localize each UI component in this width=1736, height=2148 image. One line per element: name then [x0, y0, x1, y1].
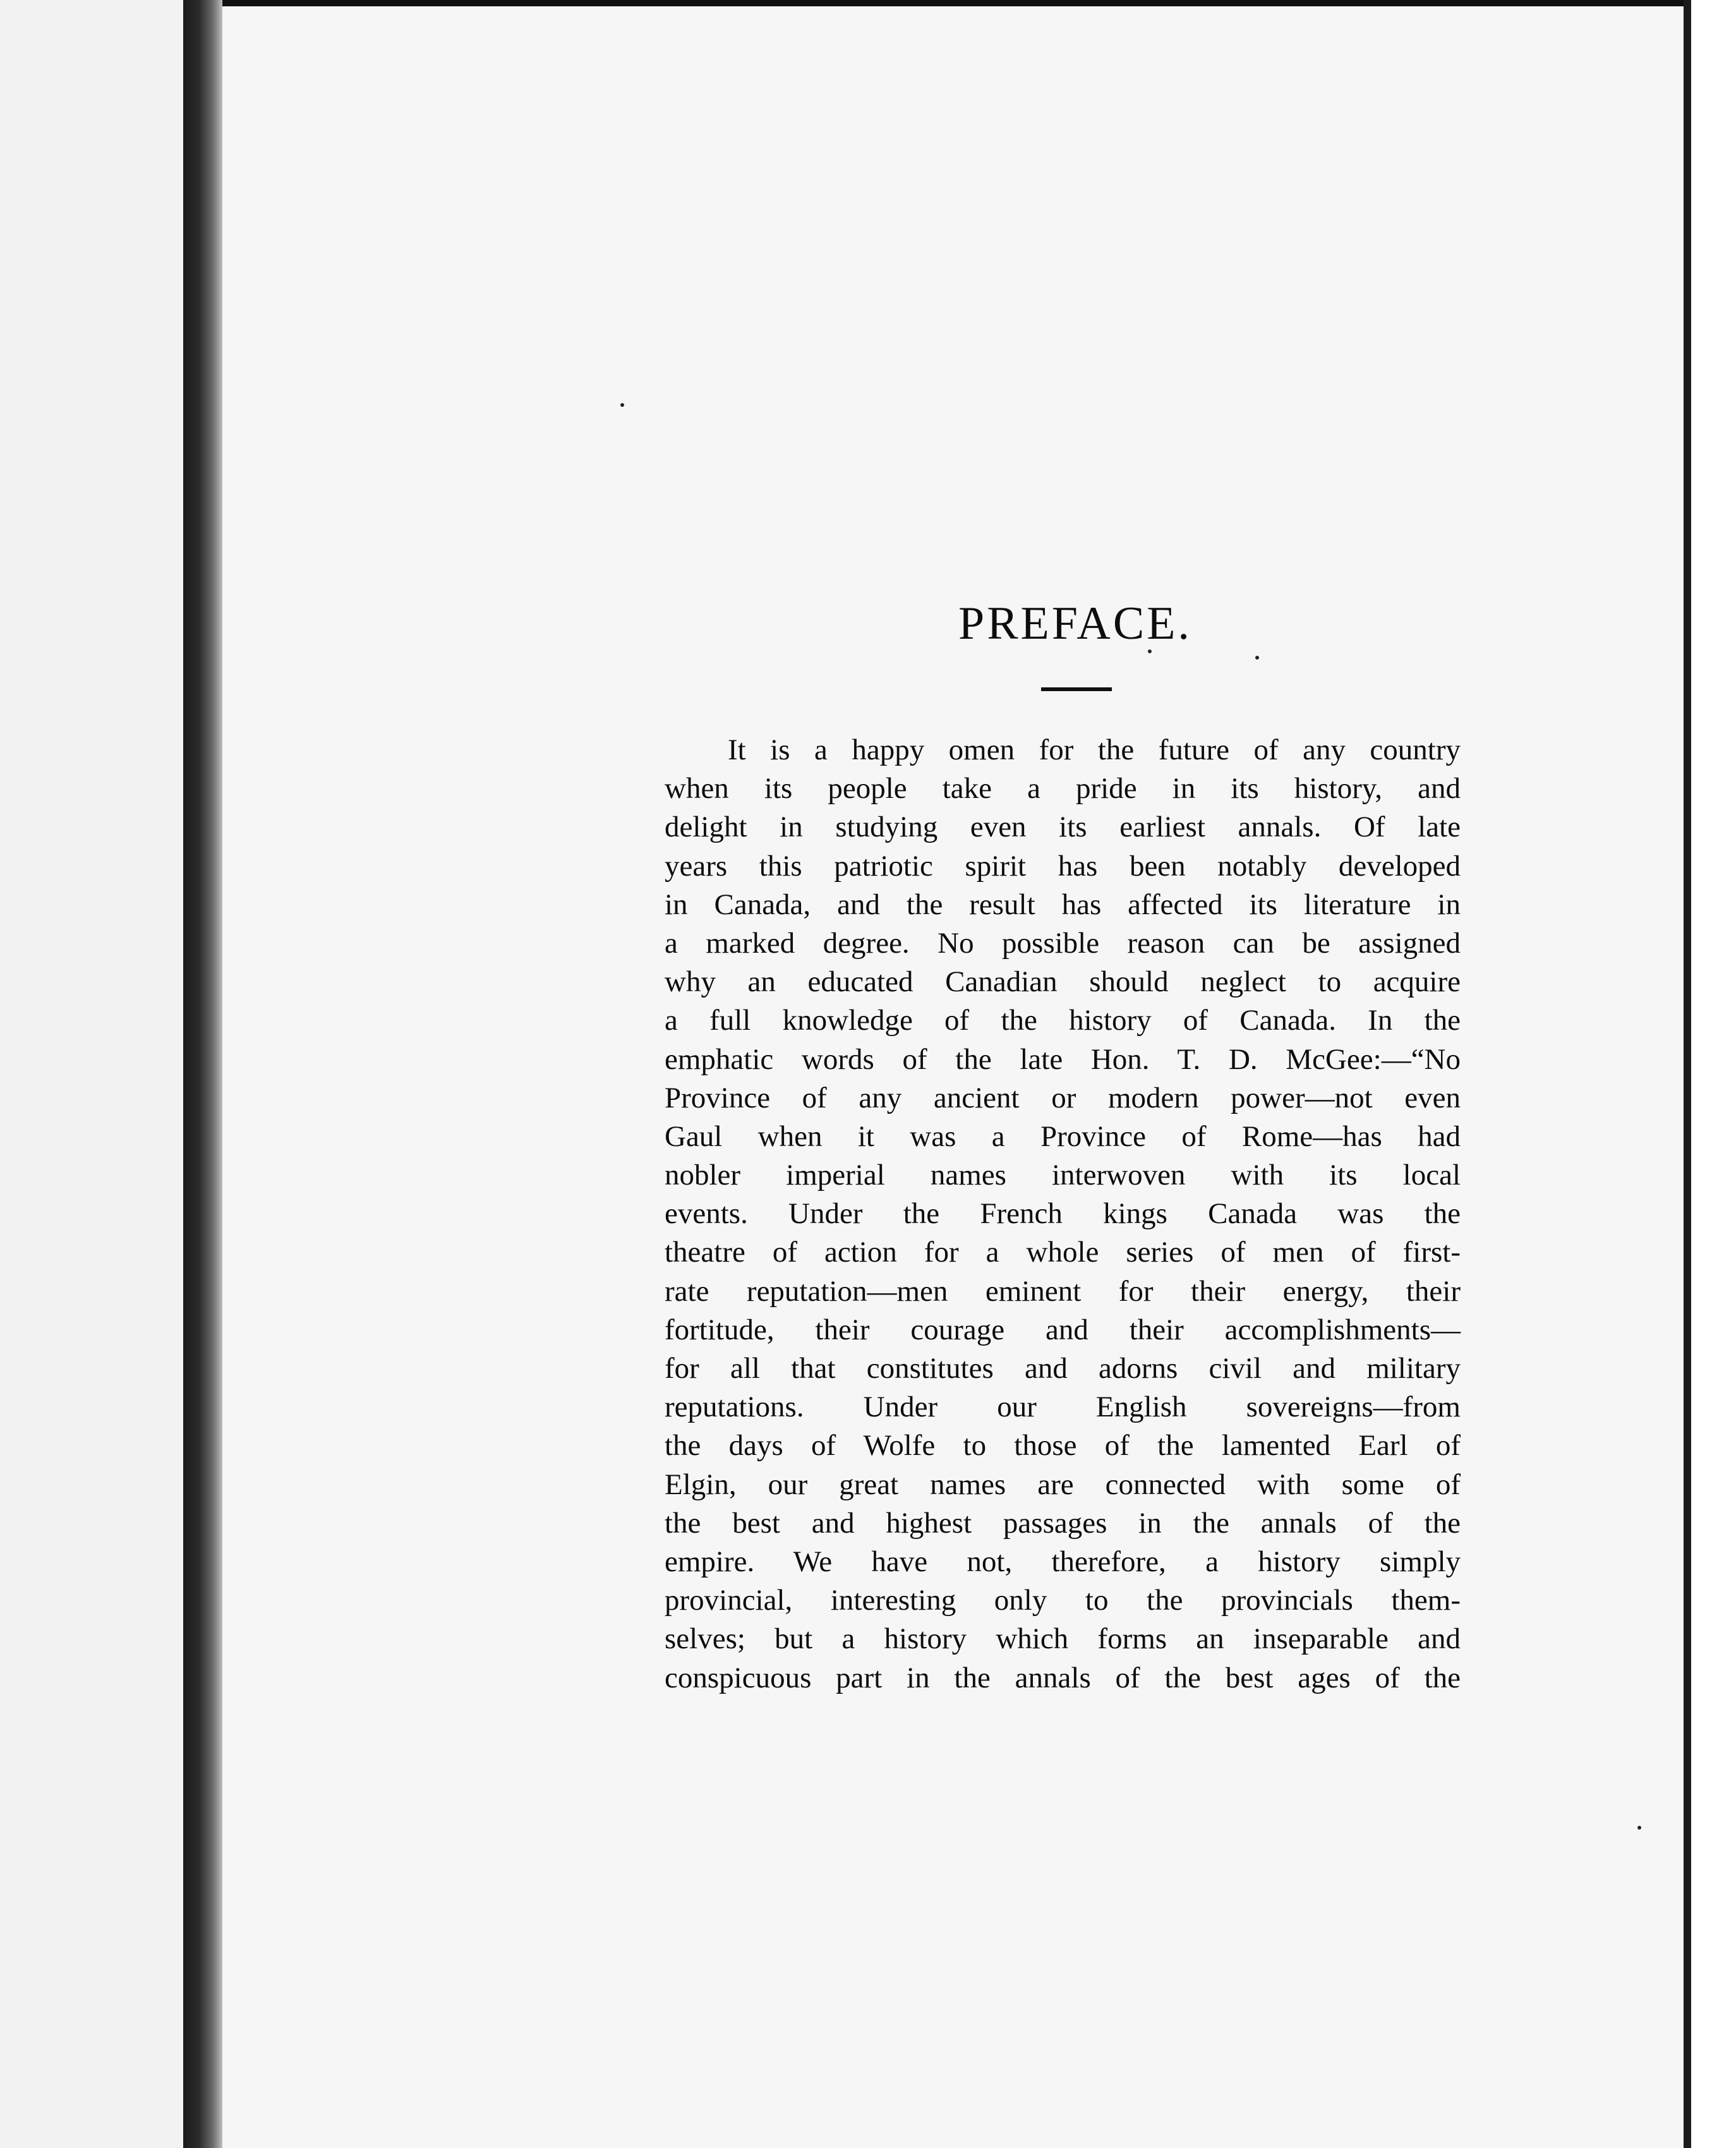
paragraph-line: for all that constitutes and adorns civil and military: [665, 1352, 1461, 1385]
preface-paragraph: [665, 731, 1461, 1698]
page-title: PREFACE.: [958, 598, 1192, 649]
paragraph-line: fortitude, their courage and their accomplishments—: [665, 1313, 1461, 1346]
scan-speck: [1637, 1826, 1641, 1830]
paragraph-line: the days of Wolfe to those of the lamented Earl of: [665, 1429, 1461, 1463]
paragraph-line: years this patriotic spirit has been notably developed: [665, 849, 1461, 883]
book-spine-shadow: [183, 0, 222, 2148]
paragraph-line: theatre of action for a whole series of men of first-: [665, 1236, 1461, 1269]
scan-speck: [1148, 649, 1152, 653]
paragraph-line: Province of any ancient or modern power—not even: [665, 1081, 1461, 1114]
paragraph-line: provincial, interesting only to the provincials them-: [665, 1584, 1461, 1617]
title-rule: [1041, 687, 1112, 691]
paragraph-line: in Canada, and the result has affected its literature in: [665, 888, 1461, 921]
paragraph-line: reputations. Under our English sovereigns—from: [665, 1391, 1461, 1424]
paragraph-line: why an educated Canadian should neglect to acquire: [665, 965, 1461, 999]
scan-speck: [1255, 656, 1259, 660]
paragraph-line: a full knowledge of the history of Canada. In the: [665, 1004, 1461, 1037]
paragraph-line: rate reputation—men eminent for their energy, their: [665, 1274, 1461, 1308]
paragraph-line: It is a happy omen for the future of any country: [728, 733, 1461, 766]
paragraph-line: the best and highest passages in the annals of the: [665, 1506, 1461, 1540]
facing-page-edge: [0, 0, 183, 2148]
paragraph-line: selves; but a history which forms an inseparable and: [665, 1622, 1461, 1656]
paragraph-line: emphatic words of the late Hon. T. D. McGee:—“No: [665, 1042, 1461, 1076]
paragraph-line: Gaul when it was a Province of Rome—has had: [665, 1119, 1461, 1153]
paragraph-line: empire. We have not, therefore, a history simply: [665, 1545, 1461, 1578]
paragraph-line: nobler imperial names interwoven with its local: [665, 1159, 1461, 1192]
page-top-border: [222, 0, 1694, 6]
paragraph-line: when its people take a pride in its history, and: [665, 772, 1461, 805]
paragraph-line: delight in studying even its earliest annals. Of late: [665, 811, 1461, 844]
paragraph-line: a marked degree. No possible reason can be assigned: [665, 926, 1461, 960]
paragraph-line: Elgin, our great names are connected with some of: [665, 1468, 1461, 1501]
paragraph-line: conspicuous part in the annals of the best ages of the: [665, 1661, 1461, 1694]
preface-page: [222, 6, 1684, 2148]
page-right-edge: [1684, 0, 1691, 2148]
scan-right-margin: [1691, 0, 1736, 2148]
paragraph-line: events. Under the French kings Canada was the: [665, 1197, 1461, 1231]
scan-speck: [620, 403, 624, 407]
